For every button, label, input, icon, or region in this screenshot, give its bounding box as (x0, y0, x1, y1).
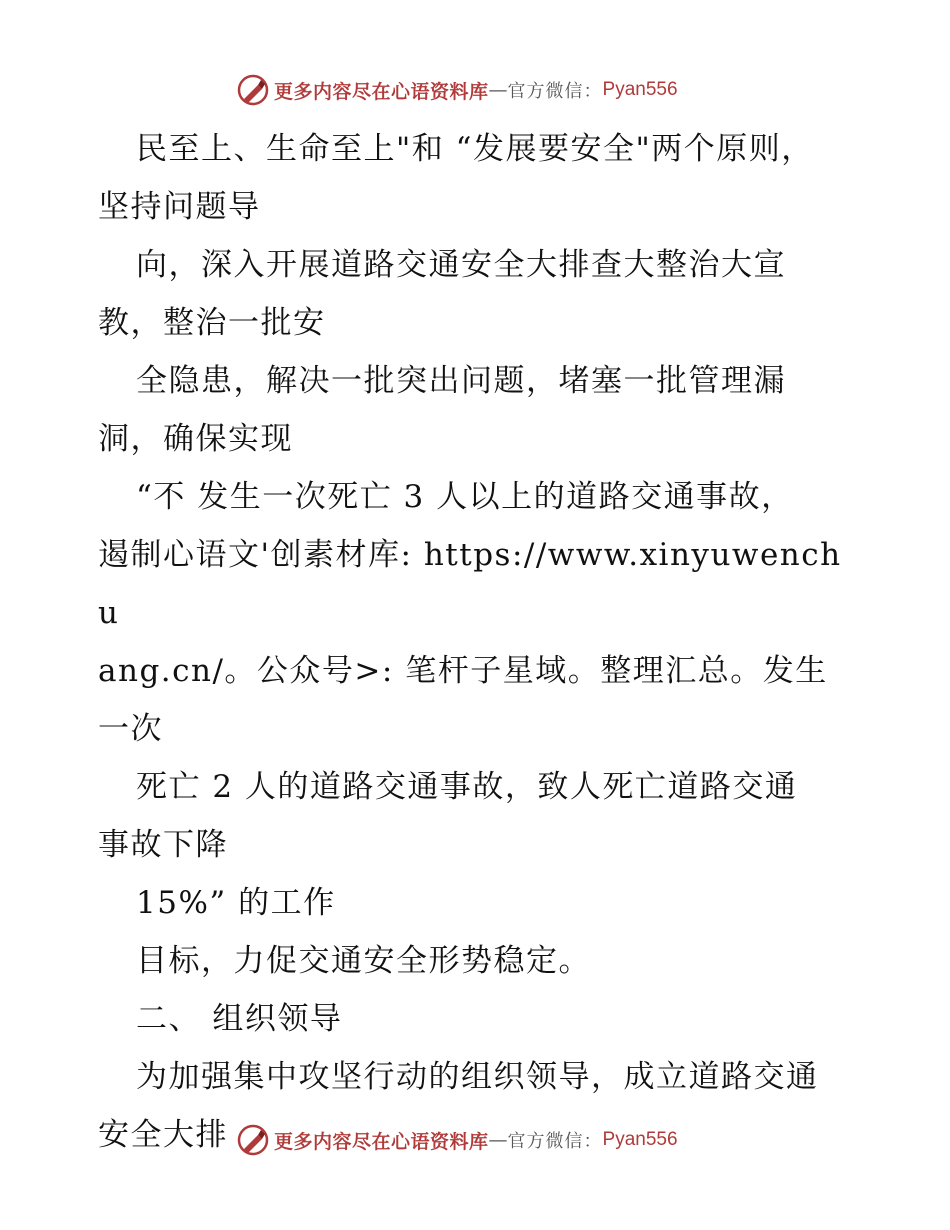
document-body (98, 120, 858, 1164)
text-line: “不 发生一次死亡 3 人以上的道路交通事故， (136, 479, 794, 515)
watermark-separator: — (488, 1129, 508, 1151)
text-line: 目标，力促交通安全形势稳定。 (136, 943, 591, 979)
text-line: 向，深入开展道路交通安全大排查大整治大宣 (136, 247, 786, 283)
pen-logo-icon (236, 73, 270, 107)
watermark-main-text: 更多内容尽在心语资料库 (274, 1130, 489, 1153)
text-line: 民至上、生命至上"和 “发展要安全"两个原则， (136, 131, 814, 167)
text-line: 为加强集中攻坚行动的组织领导，成立道路交通 (136, 1059, 819, 1095)
text-line: 安全大排 (98, 1117, 228, 1153)
watermark-wechat-id: Pyan556 (602, 1129, 678, 1150)
text-line: ang.cn/。公众号>: 笔杆子星域。整理汇总。发生 (98, 653, 828, 689)
watermark-official-label: 官方微信： (507, 1131, 603, 1152)
text-line: 事故下降 (98, 827, 228, 863)
text-line: 一次 (98, 711, 163, 747)
watermark-wechat-id: Pyan556 (602, 79, 678, 100)
text-line: 遏制心语文'创素材库: https://www.xinyuwenchu (98, 537, 842, 631)
text-line: 教，整治一批安 (98, 305, 326, 341)
watermark-official-label: 官方微信： (507, 81, 603, 102)
text-line: 死亡 2 人的道路交通事故，致人死亡道路交通 (136, 769, 798, 805)
section-heading: 二、 组织领导 (136, 1001, 343, 1037)
watermark-separator: — (488, 79, 508, 101)
text-line: 洞，确保实现 (98, 421, 293, 457)
text-line: 全隐患，解决一批突出问题，堵塞一批管理漏 (136, 363, 786, 399)
header-watermark (236, 72, 678, 108)
watermark-main-text: 更多内容尽在心语资料库 (274, 80, 489, 103)
footer-watermark (236, 1122, 678, 1158)
text-line: 坚持问题导 (98, 189, 261, 225)
text-line: 15%” 的工作 (136, 885, 336, 921)
pen-logo-icon (236, 1123, 270, 1157)
